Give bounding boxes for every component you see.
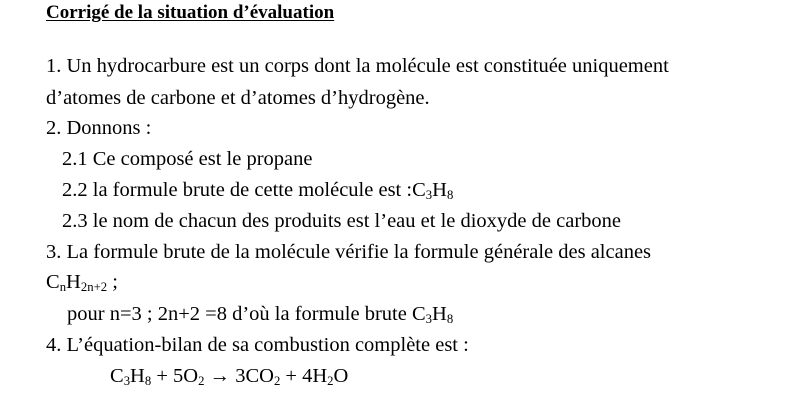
answer-1-line-2: d’atomes de carbone et d’atomes d’hydrogène.: [46, 87, 430, 109]
answer-4-heading: 4. L’équation-bilan de sa combustion complète est :: [46, 334, 469, 356]
combustion-equation: $C_3H_8 + 5O_2 \to 3CO_2 + 4H_2O$: [110, 365, 349, 389]
page-title: Corrigé de la situation d’évaluation: [46, 2, 335, 23]
answer-2-2-text: 2.2 la formule brute de cette molécule est :: [62, 179, 413, 201]
answer-3-line-1: 3. La formule brute de la molécule vérifie la formule générale des alcanes: [46, 241, 652, 263]
propane-formula: $C_3H_8$: [412, 179, 454, 203]
answer-3-line-3: [67, 302, 453, 326]
answer-2-heading: 2. Donnons :: [46, 117, 152, 139]
answer-2-3: 2.3 le nom de chacun des produits est l’eau et le dioxyde de carbone: [62, 210, 622, 232]
reaction-arrow: → 3CO: [204, 365, 274, 387]
propane-formula-2: $C_3H_8$: [411, 303, 454, 327]
answer-3-line-3-text: pour n=3 ; 2n+2 =8 d’où la formule brute: [67, 303, 412, 325]
answer-1-line-1: 1. Un hydrocarbure est un corps dont la molécule est constituée uniquement: [46, 55, 669, 77]
answer-2-1: 2.1 Ce composé est le propane: [62, 148, 313, 170]
answer-2-2: [62, 178, 453, 202]
alkane-general-formula: $C_nH_{2n+2}$ ;: [46, 271, 118, 295]
